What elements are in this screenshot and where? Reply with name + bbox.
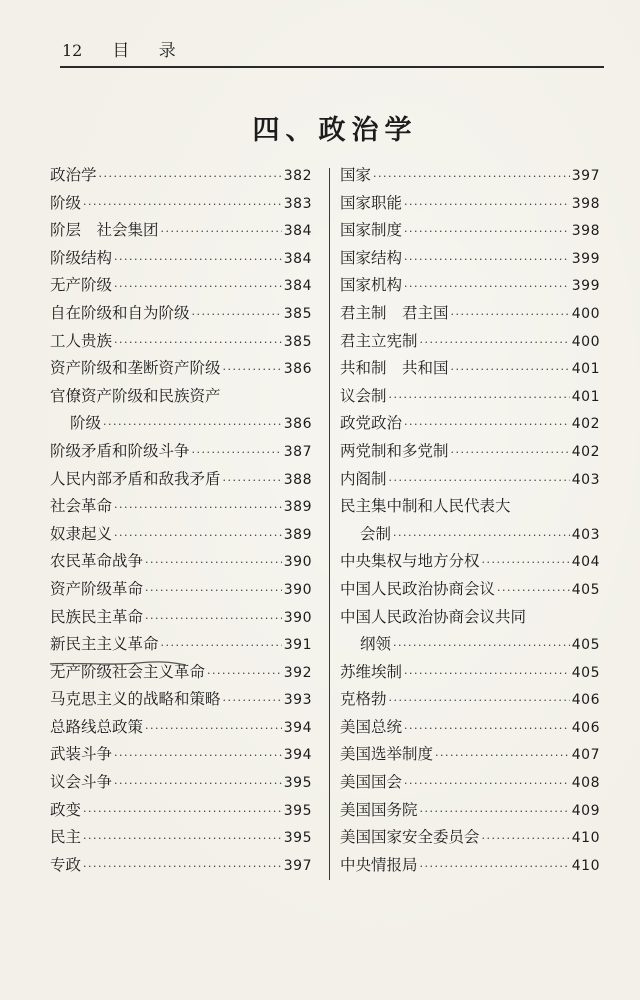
toc-entry-label: 无产阶级社会主义革命: [50, 662, 206, 681]
toc-entry-page: 397: [283, 857, 312, 874]
toc-entry-page: 406: [571, 719, 600, 736]
toc-entry-page: 395: [283, 830, 312, 847]
toc-leader-dots: [420, 798, 570, 826]
toc-leader-dots: [389, 687, 570, 715]
toc-leader-dots: [404, 770, 570, 798]
toc-leader-dots: [393, 522, 570, 550]
toc-entry-label: 工人贵族: [50, 331, 113, 350]
toc-entry-page: 384: [283, 223, 312, 240]
toc-entry-page: 410: [571, 830, 600, 847]
toc-entry: [340, 576, 600, 604]
toc-entry: [340, 686, 600, 714]
toc-entry: [50, 190, 312, 218]
toc-entry-page: 384: [283, 278, 312, 295]
toc-entry-page: 402: [571, 416, 600, 433]
toc-leader-dots: [83, 798, 282, 826]
toc-entry-label: 资产阶级和垄断资产阶级: [50, 359, 221, 378]
toc-entry-label: 议会斗争: [50, 773, 113, 792]
toc-leader-dots: [223, 356, 282, 384]
toc-leader-dots: [482, 825, 570, 853]
toc-entry-label: 民族民主革命: [50, 607, 144, 626]
toc-entry-page: 403: [571, 526, 600, 543]
toc-entry-page: 389: [283, 526, 312, 543]
toc-entry-label: 美国国会: [340, 773, 403, 792]
toc-leader-dots: [389, 384, 570, 412]
toc-entry: [50, 466, 312, 494]
toc-leader-dots: [404, 411, 570, 439]
toc-leader-dots: [451, 439, 570, 467]
toc-entry-page: 410: [571, 857, 600, 874]
toc-entry-page: 405: [571, 664, 600, 681]
toc-entry-label: 阶级矛盾和阶级斗争: [50, 441, 190, 460]
toc-leader-dots: [114, 742, 282, 770]
toc-entry-page: 400: [571, 305, 600, 322]
toc-entry: [50, 604, 312, 632]
toc-entry: [340, 741, 600, 769]
toc-right-column: [340, 162, 600, 879]
toc-leader-dots: [435, 742, 570, 770]
toc-entry-page: 399: [571, 250, 600, 267]
toc-entry-page: 405: [571, 581, 600, 598]
toc-entry-label: 中国人民政治协商会议: [340, 579, 496, 598]
toc-leader-dots: [83, 825, 282, 853]
toc-entry-label: 政治学: [50, 166, 97, 184]
toc-leader-dots: [373, 163, 570, 191]
toc-entry-label: 农民革命战争: [50, 552, 144, 571]
toc-entry-label: 国家结构: [340, 248, 403, 267]
toc-entry: [340, 824, 600, 852]
toc-entry-page: 399: [571, 278, 600, 295]
toc-entry-label: 资产阶级革命: [50, 579, 144, 598]
toc-entry-label: 共和制 共和国: [340, 359, 449, 378]
toc-leader-dots: [114, 494, 282, 522]
toc-entry-page: 387: [283, 443, 312, 460]
toc-entry-label: 民主集中制和人民代表大: [340, 497, 511, 516]
toc-entry: [340, 383, 600, 411]
toc-entry: [50, 521, 312, 549]
toc-entry-label: 阶级结构: [50, 248, 113, 267]
toc-entry-page: 394: [283, 719, 312, 736]
toc-leader-dots: [404, 660, 570, 688]
toc-entry-label: 奴隶起义: [50, 524, 113, 543]
toc-entry-label: 中央集权与地方分权: [340, 552, 480, 571]
header-rule: [60, 66, 604, 68]
toc-leader-dots: [207, 660, 282, 688]
toc-entry-label: 美国国家安全委员会: [340, 828, 480, 847]
toc-entry-page: 403: [571, 471, 600, 488]
toc-entry: [50, 300, 312, 328]
page-number: 12: [62, 41, 83, 60]
toc-entry: [340, 631, 600, 659]
toc-entry-page: 407: [571, 747, 600, 764]
toc-leader-dots: [161, 632, 282, 660]
toc-entry-label: 新民主主义革命: [50, 635, 159, 654]
toc-entry-page: 386: [283, 416, 312, 433]
toc-entry-label: 克格勃: [340, 690, 387, 709]
toc-entry: [340, 217, 600, 245]
toc-leader-dots: [145, 577, 282, 605]
toc-entry-page: 394: [283, 747, 312, 764]
toc-leader-dots: [223, 687, 282, 715]
toc-entry-label: 民主: [50, 828, 82, 847]
toc-entry-page: 386: [283, 361, 312, 378]
toc-entry-label: 内阁制: [340, 469, 387, 488]
toc-entry-page: 395: [283, 802, 312, 819]
toc-entry: [340, 190, 600, 218]
running-head: [62, 36, 188, 61]
toc-entry: [50, 355, 312, 383]
toc-entry-page: 390: [283, 581, 312, 598]
toc-leader-dots: [145, 715, 282, 743]
toc-entry-page: 402: [571, 443, 600, 460]
toc-leader-dots: [451, 356, 570, 384]
toc-entry-label: 总路线总政策: [50, 717, 144, 736]
toc-leader-dots: [420, 853, 570, 881]
toc-entry-page: 385: [283, 305, 312, 322]
toc-entry-page: 398: [571, 223, 600, 240]
toc-entry: [50, 328, 312, 356]
toc-entry: [50, 797, 312, 825]
toc-entry-page: 389: [283, 499, 312, 516]
toc-entry-label: 国家: [340, 166, 372, 184]
toc-entry-page: 382: [283, 168, 312, 184]
toc-entry: [340, 355, 600, 383]
toc-entry-label: 无产阶级: [50, 276, 113, 295]
handwritten-underline-mark: [48, 659, 188, 669]
toc-leader-dots: [114, 522, 282, 550]
toc-entry-page: 390: [283, 609, 312, 626]
toc-entry-page: 392: [283, 664, 312, 681]
toc-entry-label: 纲领: [360, 635, 392, 654]
toc-entry-page: 400: [571, 333, 600, 350]
toc-entry: [340, 604, 600, 632]
toc-entry: [50, 714, 312, 742]
toc-left-column: [50, 162, 312, 879]
toc-entry-page: 401: [571, 388, 600, 405]
toc-entry-page: 404: [571, 554, 600, 571]
toc-entry-label: 官僚资产阶级和民族资产: [50, 386, 221, 405]
toc-leader-dots: [451, 301, 570, 329]
toc-leader-dots: [389, 467, 570, 495]
toc-entry-label: 君主制 君主国: [340, 303, 449, 322]
toc-entry-page: 409: [571, 802, 600, 819]
toc-entry-page: 385: [283, 333, 312, 350]
toc-leader-dots: [114, 770, 282, 798]
toc-leader-dots: [114, 329, 282, 357]
toc-leader-dots: [404, 715, 570, 743]
toc-leader-dots: [404, 191, 570, 219]
toc-leader-dots: [103, 411, 282, 439]
toc-entry-label: 美国总统: [340, 717, 403, 736]
toc-entry: [340, 852, 600, 880]
toc-entry: [340, 714, 600, 742]
toc-entry-page: 398: [571, 195, 600, 212]
toc-leader-dots: [114, 246, 282, 274]
toc-entry-label: 专政: [50, 855, 82, 874]
toc-leader-dots: [99, 163, 282, 191]
toc-entry-page: 393: [283, 692, 312, 709]
column-divider: [329, 168, 330, 880]
toc-entry-label: 马克思主义的战略和策略: [50, 690, 221, 709]
toc-entry: [340, 797, 600, 825]
toc-entry-label: 政变: [50, 800, 82, 819]
toc-entry-page: 388: [283, 471, 312, 488]
toc-entry-label: 阶级: [70, 414, 102, 433]
toc-entry-page: 390: [283, 554, 312, 571]
toc-entry-page: 397: [571, 168, 600, 184]
toc-leader-dots: [404, 218, 570, 246]
toc-entry-page: 383: [283, 195, 312, 212]
toc-entry: [340, 521, 600, 549]
toc-entry-label: 国家机构: [340, 276, 403, 295]
toc-entry-page: 391: [283, 637, 312, 654]
toc-entry: [340, 300, 600, 328]
toc-entry-label: 会制: [360, 524, 392, 543]
toc-leader-dots: [404, 246, 570, 274]
toc-entry: [340, 410, 600, 438]
toc-leader-dots: [420, 329, 570, 357]
toc-leader-dots: [192, 301, 282, 329]
toc-entry: [50, 548, 312, 576]
toc-entry-label: 议会制: [340, 386, 387, 405]
toc-entry: [340, 769, 600, 797]
toc-entry: [50, 686, 312, 714]
toc-entry: [50, 576, 312, 604]
running-title: 目 录: [112, 41, 188, 61]
toc-entry-label: 君主立宪制: [340, 331, 418, 350]
toc-entry-label: 武装斗争: [50, 745, 113, 764]
toc-entry: [340, 328, 600, 356]
toc-leader-dots: [223, 467, 282, 495]
toc-entry: [50, 852, 312, 880]
toc-entry-page: 395: [283, 775, 312, 792]
toc-entry: [340, 548, 600, 576]
toc-entry-label: 国家职能: [340, 193, 403, 212]
toc-entry-label: 美国选举制度: [340, 745, 434, 764]
toc-entry: [50, 631, 312, 659]
toc-leader-dots: [192, 439, 282, 467]
toc-leader-dots: [497, 577, 570, 605]
toc-entry-label: 政党政治: [340, 414, 403, 433]
toc-entry-label: 苏维埃制: [340, 662, 403, 681]
toc-entry: [50, 438, 312, 466]
toc-entry: [50, 769, 312, 797]
toc-leader-dots: [145, 605, 282, 633]
toc-entry: [50, 217, 312, 245]
toc-entry: [340, 659, 600, 687]
toc-entry: [50, 383, 312, 411]
toc-leader-dots: [83, 191, 282, 219]
toc-entry: [340, 438, 600, 466]
toc-entry: [50, 410, 312, 438]
toc-entry-label: 社会革命: [50, 497, 113, 516]
toc-entry-label: 两党制和多党制: [340, 441, 449, 460]
toc-entry: [50, 162, 312, 190]
toc-entry: [50, 245, 312, 273]
toc-entry: [340, 272, 600, 300]
toc-entry: [50, 741, 312, 769]
toc-leader-dots: [83, 853, 282, 881]
toc-entry: [340, 245, 600, 273]
toc-entry-page: 401: [571, 361, 600, 378]
section-title: 四、政治学: [252, 115, 418, 146]
toc-entry: [50, 824, 312, 852]
toc-leader-dots: [145, 549, 282, 577]
toc-entry-label: 中国人民政治协商会议共同: [340, 607, 527, 626]
toc-entry-page: 405: [571, 637, 600, 654]
toc-entry: [50, 493, 312, 521]
toc-entry-label: 人民内部矛盾和敌我矛盾: [50, 469, 221, 488]
toc-entry-label: 国家制度: [340, 221, 403, 240]
toc-leader-dots: [404, 273, 570, 301]
toc-entry-page: 384: [283, 250, 312, 267]
toc-entry-label: 阶级: [50, 193, 82, 212]
toc-leader-dots: [161, 218, 282, 246]
toc-entry: [340, 466, 600, 494]
toc-entry-label: 美国国务院: [340, 800, 418, 819]
toc-leader-dots: [393, 632, 570, 660]
toc-leader-dots: [482, 549, 570, 577]
toc-leader-dots: [114, 273, 282, 301]
toc-entry: [340, 493, 600, 521]
toc-entry-label: 中央情报局: [340, 855, 418, 874]
toc-entry: [50, 272, 312, 300]
toc-entry-page: 408: [571, 775, 600, 792]
toc-entry-page: 406: [571, 692, 600, 709]
toc-entry-label: 自在阶级和自为阶级: [50, 303, 190, 322]
toc-entry-label: 阶层 社会集团: [50, 221, 159, 240]
toc-entry: [340, 162, 600, 190]
